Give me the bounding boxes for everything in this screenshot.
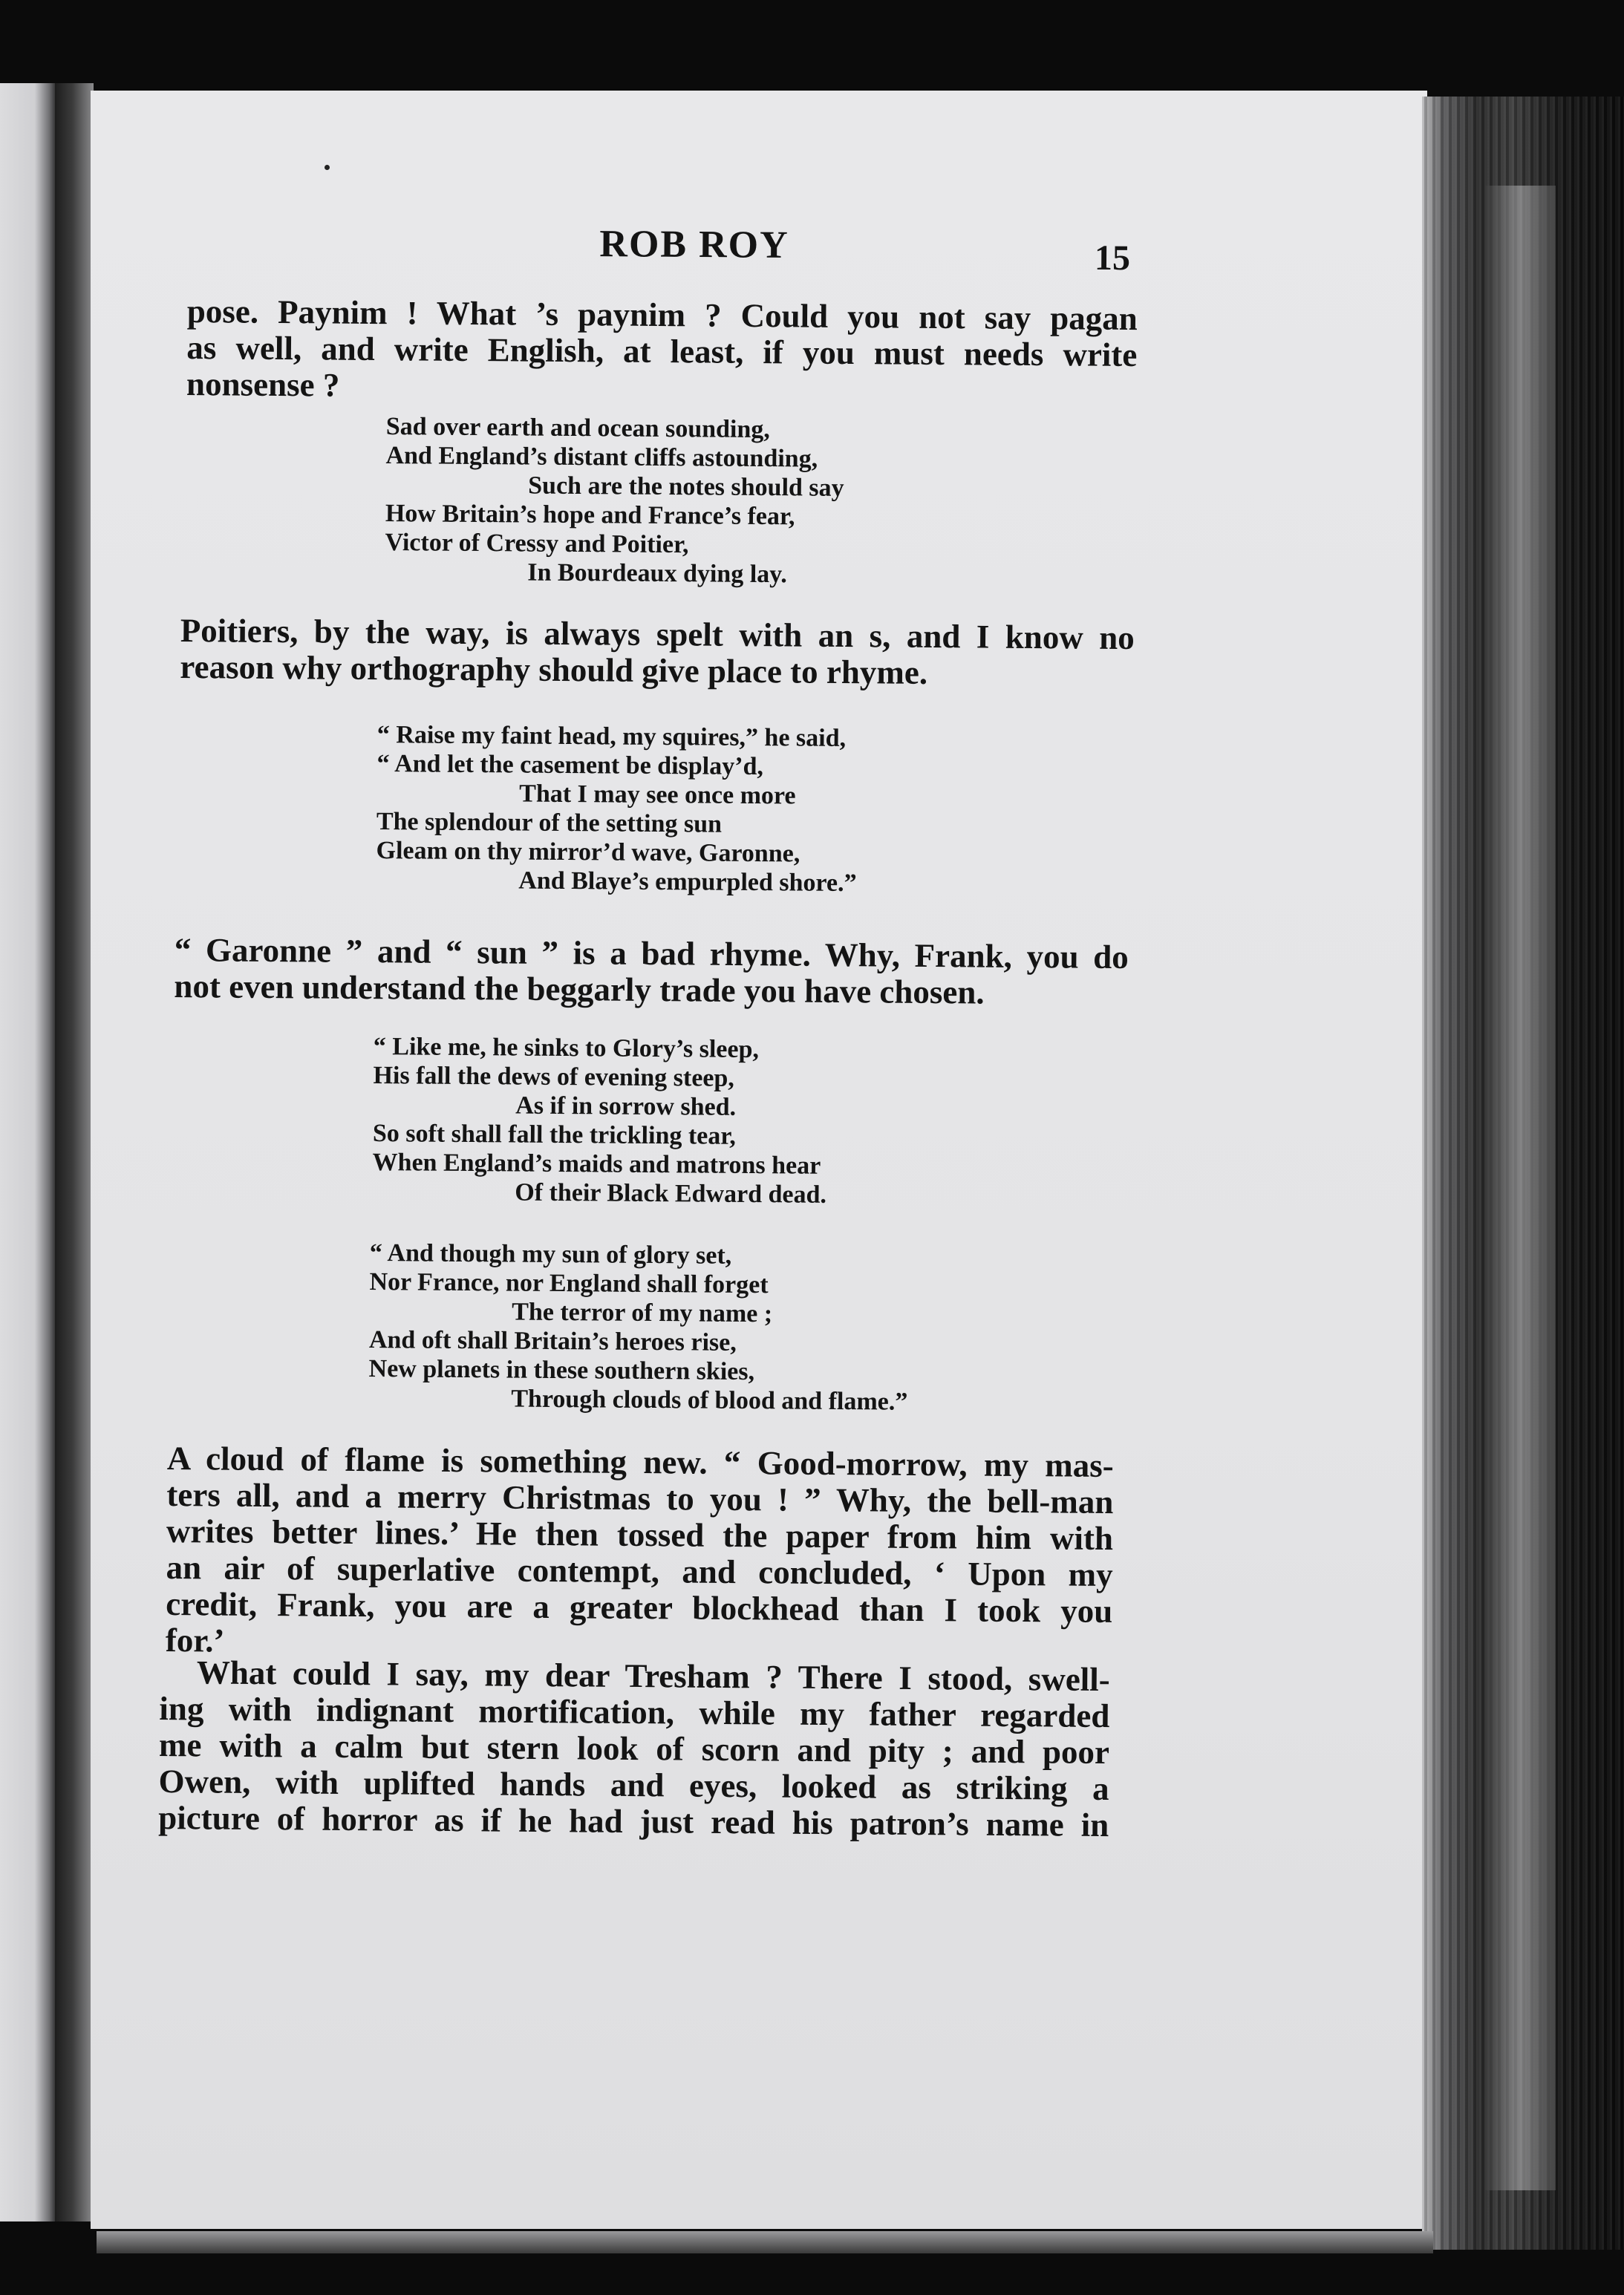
text-line: Owen, with uplifted hands and eyes, looked as striking a	[158, 1762, 1109, 1808]
verse-stanza-2	[376, 720, 858, 898]
verse-line: Such are the notes should say	[528, 471, 844, 502]
verse-line: “ And let the casement be display’d,	[376, 749, 764, 781]
text-line: What could I say, my dear Tresham ? There I stood, swell-	[196, 1653, 1110, 1699]
verse-line: When England’s maids and matrons hear	[372, 1148, 821, 1180]
text-line: “ Garonne ” and “ sun ” is a bad rhyme. Why, Frank, you do	[174, 931, 1129, 976]
verse-line: And oft shall Britain’s heroes rise,	[368, 1325, 737, 1357]
verse-line: As if in sorrow shed.	[515, 1091, 737, 1121]
facing-page-edge	[0, 83, 58, 2221]
text-line: A cloud of flame is something new. “ Good-morrow, my mas-	[166, 1440, 1114, 1485]
text-line: reason why orthography should give place to rhyme.	[180, 647, 928, 691]
verse-stanza-3	[372, 1032, 828, 1209]
book-gutter	[55, 83, 94, 2221]
text-line: not even understand the beggarly trade you have chosen.	[174, 967, 985, 1011]
text-line: Poitiers, by the way, is always spelt with an s, and I know no	[180, 612, 1135, 657]
text-line: ing with indignant mortification, while my father regarded	[159, 1689, 1110, 1735]
page-bottom-edge	[97, 2231, 1433, 2253]
verse-line: Sad over earth and ocean sounding,	[385, 412, 771, 444]
ink-speck	[325, 165, 330, 170]
verse-line: Nor France, nor England shall forget	[369, 1267, 769, 1299]
verse-line: That I may see once more	[519, 780, 796, 810]
verse-line: “ And though my sun of glory set,	[369, 1239, 732, 1270]
text-line: nonsense ?	[186, 365, 340, 404]
text-line: me with a calm but stern look of scorn and pity ; and poor	[158, 1726, 1110, 1772]
page-number: 15	[1094, 238, 1131, 278]
verse-line: So soft shall fall the trickling tear,	[372, 1119, 736, 1150]
text-line: as well, and write English, at least, if you must needs write	[186, 328, 1138, 374]
verse-line: “ Like me, he sinks to Glory’s sleep,	[373, 1033, 760, 1064]
page-stack-highlight	[1485, 186, 1556, 2190]
paragraph-4	[166, 1440, 1114, 1666]
verse-line: Victor of Cressy and Poitier,	[385, 528, 689, 559]
text-line: picture of horror as if he had just read his patron’s name in	[158, 1798, 1109, 1844]
verse-line: The splendour of the setting sun	[376, 807, 723, 838]
verse-line: The terror of my name ;	[512, 1298, 773, 1328]
verse-line: How Britain’s hope and France’s fear,	[385, 499, 795, 531]
verse-line: Through clouds of blood and flame.”	[511, 1385, 908, 1416]
running-title: ROB ROY	[599, 223, 789, 267]
text-line: for.’	[165, 1621, 225, 1659]
verse-stanza-4	[368, 1238, 909, 1417]
verse-line: Of their Black Edward dead.	[515, 1178, 827, 1209]
paragraph-2	[180, 613, 1135, 693]
text-line: pose. Paynim ! What ’s paynim ? Could you not say pagan	[186, 293, 1138, 338]
verse-line: New planets in these southern skies,	[368, 1354, 755, 1386]
paragraph-3	[174, 932, 1129, 1012]
text-line: credit, Frank, you are a greater blockhead than I took you	[166, 1584, 1113, 1630]
verse-line: “ Raise my faint head, my squires,” he said,	[376, 720, 847, 752]
verse-line: And England’s distant cliffs astounding,	[385, 441, 818, 473]
verse-line: In Bourdeaux dying lay.	[527, 558, 788, 589]
paragraph-1	[186, 293, 1138, 410]
paragraph-5	[158, 1654, 1110, 1844]
text-line: an air of superlative contempt, and concluded, ‘ Upon my	[166, 1548, 1113, 1594]
verse-line: His fall the dews of evening steep,	[373, 1061, 735, 1092]
verse-line: Gleam on thy mirror’d wave, Garonne,	[376, 836, 800, 868]
verse-stanza-1	[385, 412, 844, 590]
text-line: writes better lines.’ He then tossed the paper from him with	[166, 1512, 1114, 1558]
verse-line: And Blaye’s empurpled shore.”	[518, 866, 857, 898]
text-line: ters all, and a merry Christmas to you ! ” Why, the bell-man	[166, 1475, 1114, 1521]
